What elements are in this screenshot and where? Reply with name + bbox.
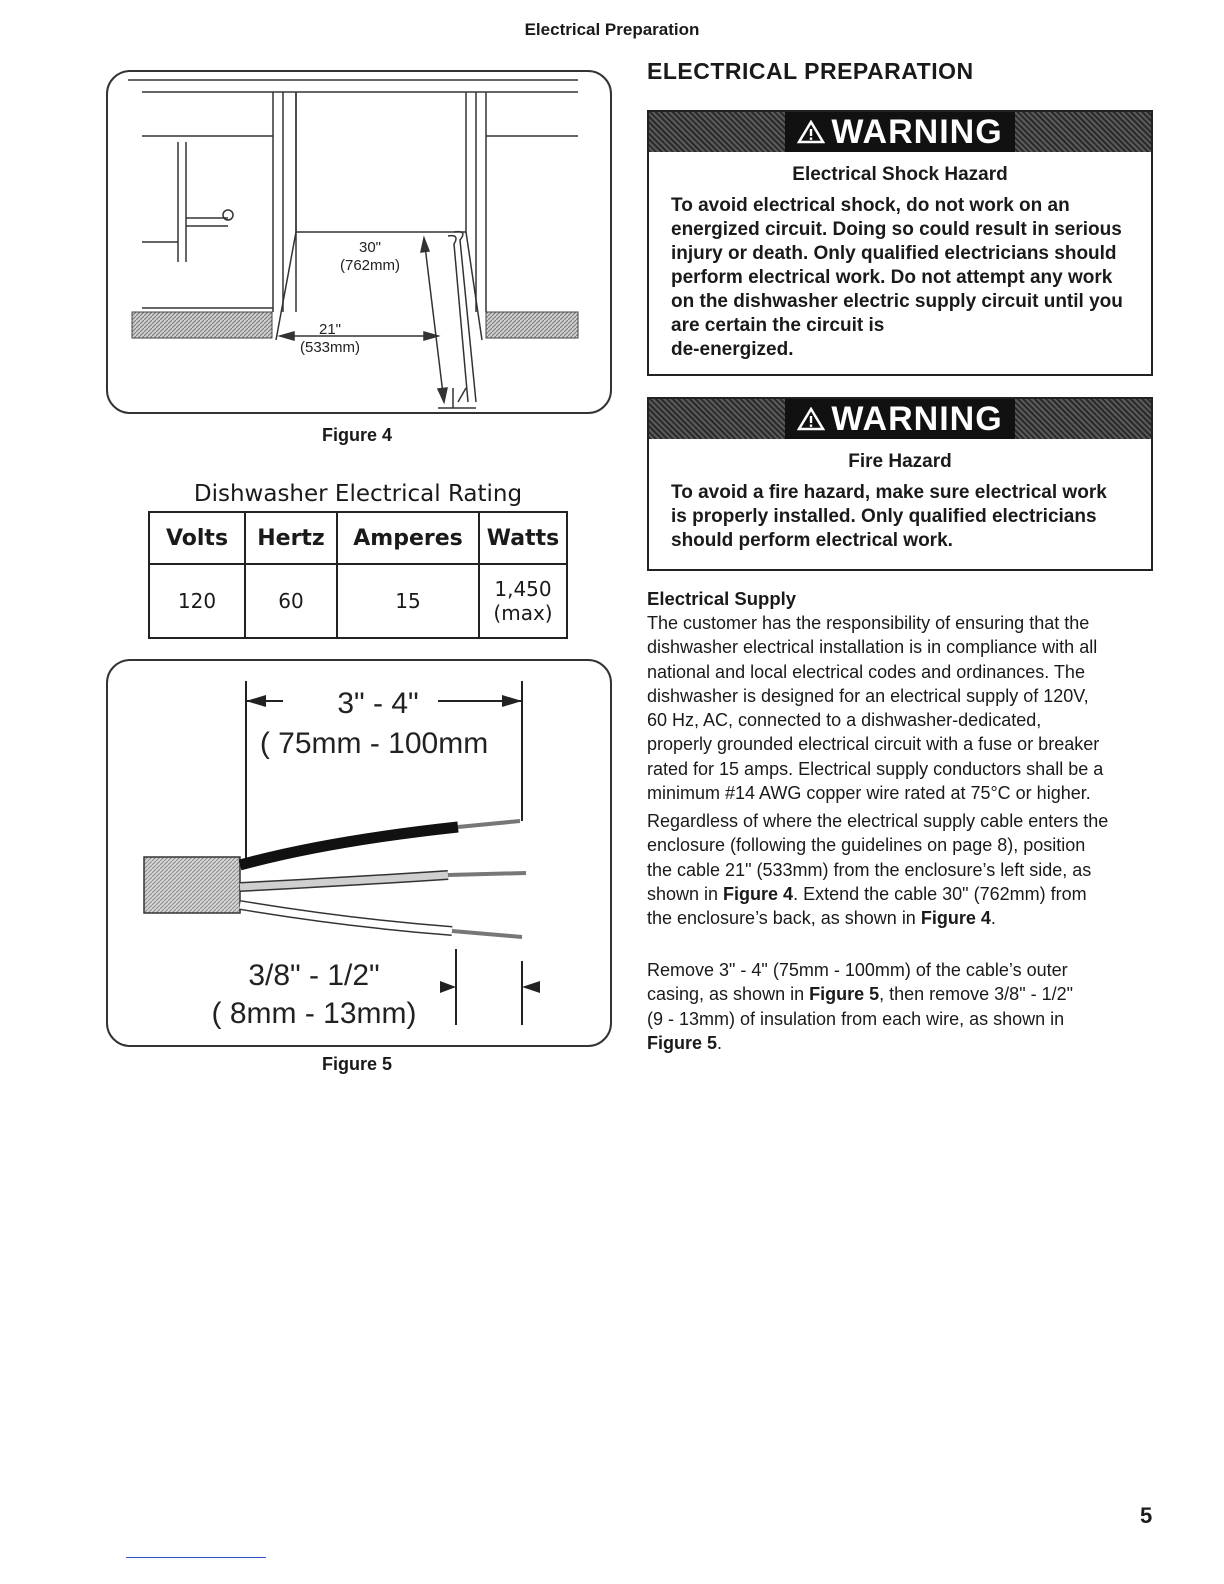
- figure-5-caption: Figure 5: [321, 1054, 392, 1074]
- header-watts: Watts: [479, 512, 567, 564]
- warning-line: energized circuit. Doing so could result in serious: [671, 219, 1122, 240]
- supply-paragraph-1: [647, 611, 1167, 805]
- text-run: , then remove 3/8" - 1/2": [879, 984, 1073, 1005]
- warning-line: injury or death. Only qualified electricians should: [671, 243, 1117, 264]
- fig5-wire-mm: ( 8mm - 13mm): [211, 997, 417, 1030]
- text-line: [647, 906, 1167, 930]
- supply-paragraph-2: [647, 809, 1167, 930]
- warning-triangle-icon: [797, 407, 825, 431]
- warning-line: on the dishwasher electric supply circuit until you: [671, 291, 1123, 312]
- fig4-side-label: 21": [318, 321, 342, 338]
- text-line: rated for 15 amps. Electrical supply conductors shall be a: [647, 758, 1104, 779]
- figure-4: [106, 70, 612, 414]
- figure-4-reference: Figure 4: [723, 883, 794, 904]
- figure-4-caption: Figure 4: [321, 425, 392, 445]
- text-line: [647, 1031, 1167, 1055]
- rating-value-row: [149, 564, 567, 638]
- figure-5: [106, 659, 612, 1047]
- fig5-strip-mm: ( 75mm - 100mm: [259, 727, 489, 760]
- warning-hazard-title: Fire Hazard: [848, 451, 952, 472]
- value-watts-note: (max): [493, 601, 553, 625]
- warning-line: de-energized.: [671, 339, 794, 360]
- rating-header-row: [149, 512, 567, 564]
- text-run: shown in: [647, 883, 724, 904]
- warning-line: is properly installed. Only qualified electricians: [671, 506, 1097, 527]
- text-line: properly grounded electrical circuit with a fuse or breaker: [647, 734, 1100, 755]
- supply-heading: Electrical Supply: [647, 588, 797, 609]
- value-hertz: 60: [245, 564, 337, 638]
- warning-box-fire: [647, 397, 1153, 571]
- value-amperes: 15: [337, 564, 479, 638]
- text-run: . Extend the cable 30" (762mm) from: [793, 883, 1087, 904]
- fig5-strip-inches: 3" - 4": [337, 687, 419, 720]
- header-volts: Volts: [149, 512, 245, 564]
- text-run: casing, as shown in: [647, 984, 810, 1005]
- warning-line: perform electrical work. Do not attempt any work: [671, 267, 1113, 288]
- text-run: the enclosure’s back, as shown in: [647, 908, 921, 929]
- warning-line: To avoid a fire hazard, make sure electrical work: [671, 482, 1107, 503]
- text-line: Remove 3" - 4" (75mm - 100mm) of the cable’s outer: [647, 960, 1068, 980]
- warning-line: should perform electrical work.: [671, 530, 953, 551]
- warning-triangle-icon: [797, 120, 825, 144]
- warning-box-shock: [647, 110, 1153, 376]
- text-line: [647, 982, 1167, 1006]
- warning-text: [649, 186, 1151, 372]
- text-line: 60 Hz, AC, connected to a dishwasher-dedicated,: [647, 710, 1042, 731]
- fig4-depth-label: 30": [358, 239, 382, 256]
- fig4-side-mm-label: (533mm): [299, 339, 361, 356]
- value-watts: 1,450: [494, 577, 552, 601]
- warning-line: are certain the circuit is: [671, 315, 885, 336]
- text-line: national and local electrical codes and ordinances. The: [647, 661, 1085, 682]
- text-line: minimum #14 AWG copper wire rated at 75°C or higher.: [647, 783, 1091, 804]
- warning-line: To avoid electrical shock, do not work on an: [671, 195, 1070, 216]
- text-line: enclosure (following the guidelines on page 8), position: [647, 835, 1086, 856]
- text-line: (9 - 13mm) of insulation from each wire, as shown in: [647, 1008, 1065, 1029]
- page-number: 5: [1140, 1503, 1153, 1528]
- text-line: dishwasher electrical installation is in compliance with all: [647, 637, 1098, 658]
- text-line: dishwasher is designed for an electrical supply of 120V,: [647, 685, 1089, 706]
- figure-5-drawing: [108, 661, 610, 1045]
- running-head: Electrical Preparation: [524, 20, 700, 39]
- header-amperes: Amperes: [337, 512, 479, 564]
- text-line: The customer has the responsibility of ensuring that the: [647, 613, 1090, 633]
- footer-rule: [126, 1557, 266, 1558]
- text-line: [647, 882, 1167, 906]
- figure-4-reference: Figure 4: [920, 908, 991, 929]
- figure-5-reference: Figure 5: [647, 1032, 718, 1053]
- fig5-wire-inches: 3/8" - 1/2": [248, 959, 380, 992]
- header-hertz: Hertz: [245, 512, 337, 564]
- section-title: ELECTRICAL PREPARATION: [647, 58, 974, 84]
- supply-paragraph-3: [647, 958, 1167, 1055]
- fig4-depth-mm-label: (762mm): [339, 257, 401, 274]
- rating-title: Dishwasher Electrical Rating: [193, 481, 523, 507]
- figure-4-drawing: [108, 72, 610, 412]
- text-line: the cable 21" (533mm) from the enclosure’s left side, as: [647, 859, 1092, 880]
- warning-hazard-title: Electrical Shock Hazard: [792, 164, 1008, 185]
- value-volts: 120: [149, 564, 245, 638]
- warning-banner: [649, 399, 1151, 439]
- value-watts-cell: [479, 564, 567, 638]
- warning-label: WARNING: [831, 113, 1003, 151]
- text-run: .: [990, 908, 996, 929]
- figure-5-reference: Figure 5: [809, 984, 880, 1005]
- warning-text: [649, 473, 1151, 563]
- text-run: .: [717, 1032, 723, 1053]
- text-line: Regardless of where the electrical supply cable enters the: [647, 811, 1109, 831]
- warning-banner: [649, 112, 1151, 152]
- rating-table: [148, 511, 568, 639]
- warning-label: WARNING: [831, 400, 1003, 438]
